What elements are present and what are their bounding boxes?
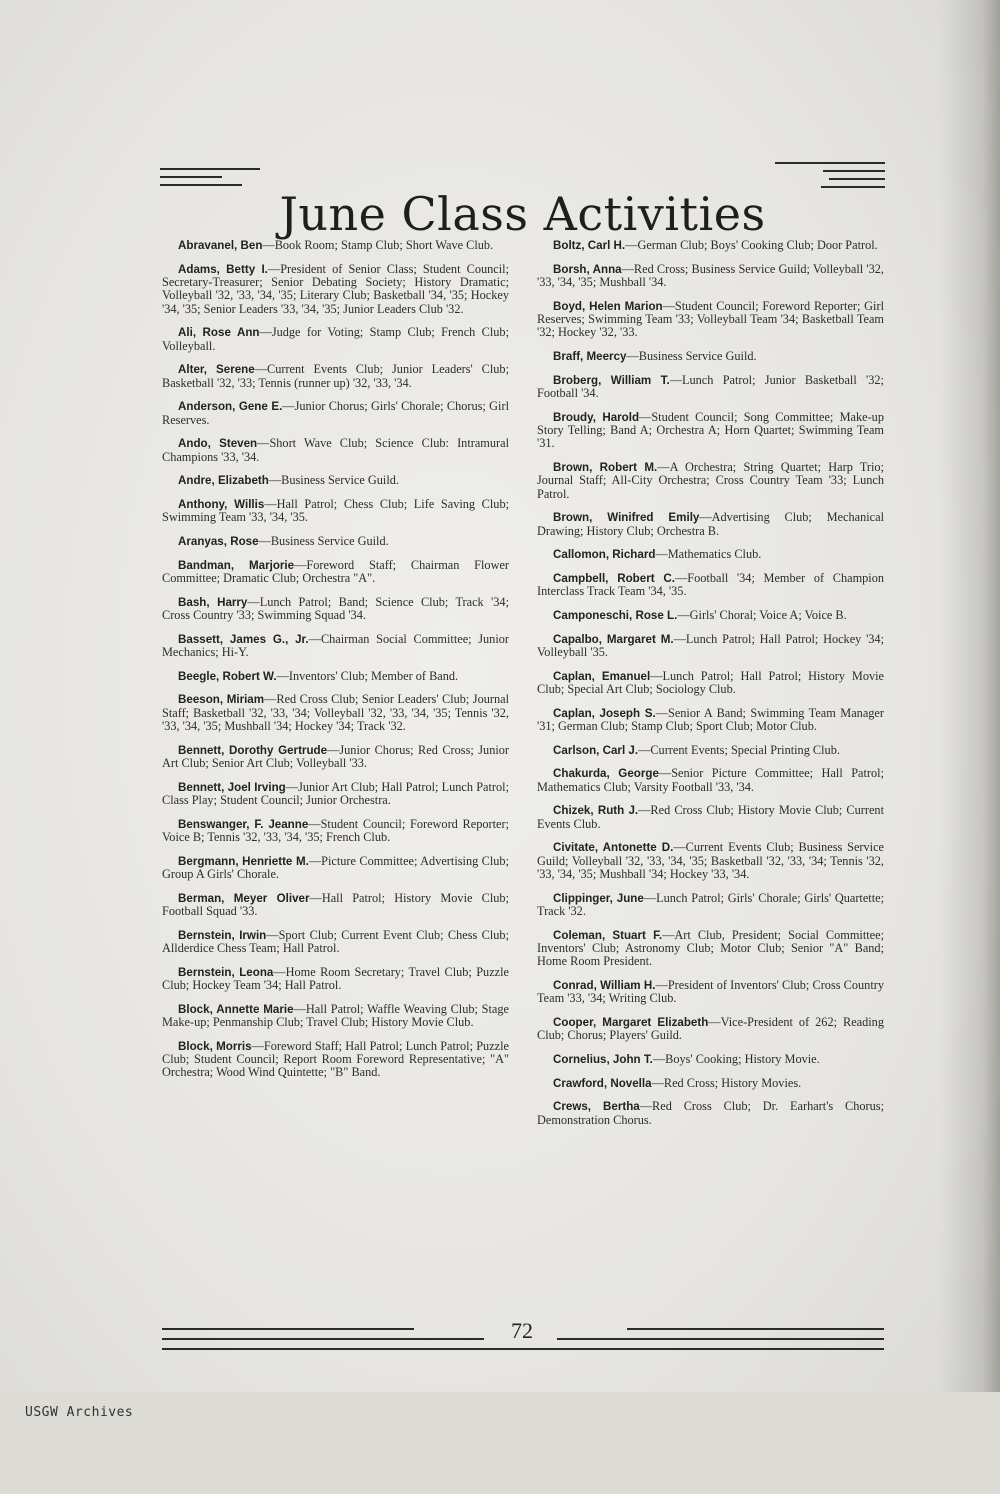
- student-entry: [162, 693, 509, 733]
- scan-margin: [0, 1392, 1000, 1494]
- student-entry: [537, 1016, 884, 1043]
- student-activities: Inventors' Club; Member of Band.: [288, 668, 459, 683]
- student-name: Broberg, William T.: [553, 373, 670, 387]
- student-entry: [537, 744, 884, 757]
- student-activities: Junior Chorus; Girls' Chorale; Chorus; Girl Reserves.: [162, 399, 509, 427]
- student-name: Caplan, Emanuel: [553, 669, 651, 683]
- student-name: Anthony, Willis: [178, 498, 265, 511]
- student-name: Broudy, Harold: [553, 410, 640, 424]
- student-entry: [537, 633, 884, 660]
- page-number: 72: [511, 1318, 533, 1343]
- student-activities: Lunch Patrol; Junior Basketball '32; Football '34.: [537, 372, 884, 400]
- student-activities: Girls' Choral; Voice A; Voice B.: [689, 608, 847, 622]
- entry-dash: —: [674, 571, 688, 585]
- student-activities: Business Service Guild.: [270, 534, 389, 548]
- entry-dash: —: [262, 238, 275, 252]
- footer-rule-right-1: [627, 1328, 884, 1330]
- title-rule-right-3: [829, 178, 885, 180]
- student-name: Benswanger, F. Jeanne: [178, 817, 309, 831]
- footer-rule-left-2: [162, 1338, 484, 1340]
- entry-dash: —: [650, 668, 663, 683]
- student-activities: Red Cross; History Movies.: [663, 1075, 802, 1090]
- footer-rule-right-2: [557, 1338, 884, 1340]
- entry-dash: —: [247, 594, 260, 609]
- student-name: Aranyas, Rose: [178, 535, 259, 548]
- student-entry: [162, 966, 509, 993]
- entry-dash: —: [655, 705, 668, 720]
- student-entry: [162, 892, 509, 919]
- student-entry: [537, 609, 884, 622]
- student-activities: Book Room; Stamp Club; Short Wave Club.: [274, 238, 494, 252]
- activities-columns: [162, 239, 884, 1299]
- entry-dash: —: [294, 557, 307, 572]
- student-entry: [162, 781, 509, 808]
- entry-dash: —: [669, 372, 682, 387]
- student-name: Block, Morris: [178, 1039, 252, 1053]
- student-entry: [537, 374, 884, 401]
- student-entry: [162, 400, 509, 427]
- student-name: Conrad, William H.: [553, 979, 656, 992]
- student-name: Beegle, Robert W.: [178, 669, 277, 683]
- student-name: Anderson, Gene E.: [178, 400, 283, 414]
- student-entry: [162, 855, 509, 882]
- page-header: [160, 150, 885, 241]
- student-name: Caplan, Joseph S.: [553, 706, 656, 720]
- student-activities: Mathematics Club.: [667, 547, 762, 562]
- student-activities: Hall Patrol; Waffle Weaving Club; Stage Make-up; Penmanship Club; Travel Club; History Movie Club.: [162, 1001, 509, 1029]
- entry-dash: —: [673, 631, 686, 646]
- student-entry: [537, 572, 884, 599]
- title-rule-left-1: [160, 168, 260, 170]
- student-entry: [537, 892, 884, 919]
- student-name: Brown, Winifred Emily: [553, 511, 700, 525]
- entry-dash: —: [308, 631, 321, 646]
- student-name: Andre, Elizabeth: [178, 474, 269, 488]
- entry-dash: —: [327, 742, 340, 757]
- student-entry: [162, 363, 509, 390]
- student-name: Civitate, Antonette D.: [553, 841, 674, 855]
- entry-dash: —: [308, 853, 322, 868]
- entry-dash: —: [621, 261, 634, 276]
- student-entry: [162, 498, 509, 525]
- student-entry: [537, 350, 884, 363]
- entry-dash: —: [258, 534, 271, 548]
- entry-dash: —: [677, 608, 690, 622]
- student-activities: Red Cross Club; Senior Leaders' Club; Journal Staff; Basketball '32, '33, '34; Volleyball '32, '33, '34, '35; Tennis '32, '33, '34, '35; Mushball '34; Hockey '34; Track '32.: [162, 692, 509, 733]
- title-rule-right-4: [821, 186, 885, 188]
- student-name: Callomon, Richard: [553, 548, 656, 562]
- student-name: Campbell, Robert C.: [553, 572, 675, 585]
- student-entry: [537, 979, 884, 1006]
- entry-dash: —: [626, 349, 639, 363]
- entry-dash: —: [643, 890, 657, 905]
- student-activities: Current Events Club; Junior Leaders' Club; Basketball '32, '33; Tennis (runner up) '32, '33, '34.: [162, 362, 509, 390]
- student-name: Bash, Harry: [178, 595, 248, 609]
- student-entry: [162, 596, 509, 623]
- student-activities: Chairman Social Committee; Junior Mechanics; Hi-Y.: [162, 631, 509, 659]
- student-name: Boltz, Carl H.: [553, 239, 626, 252]
- student-activities: Business Service Guild.: [638, 349, 757, 363]
- student-name: Crews, Bertha: [553, 1100, 640, 1114]
- student-activities: Foreword Staff; Hall Patrol; Lunch Patrol; Puzzle Club; Student Council; Report Room Foreword Representative; "A" Orchestra; Wood Wind Quintette; "B" Band.: [162, 1038, 509, 1080]
- student-entry: [537, 707, 884, 734]
- student-activities: A Orchestra; String Quartet; Harp Trio; Journal Staff; All-City Orchestra; Cross Country Team '33; Lunch Patrol.: [537, 460, 884, 501]
- student-name: Ali, Rose Ann: [178, 326, 260, 340]
- student-activities: President of Senior Class; Student Council; Secretary-Treasurer; Senior Debating Society; History Dramatic; Volleyball '32, '33, '34, '35; Literary Club; Basketball '34, '35; Hockey '34, '35; Senior Leaders '33, '34, '35; Junior Leaders Club '32.: [162, 261, 509, 316]
- right-column: [537, 239, 884, 1137]
- entry-dash: —: [254, 362, 267, 377]
- student-entry: [162, 239, 509, 252]
- student-activities: Red Cross Club; History Movie Club; Current Events Club.: [537, 803, 884, 831]
- student-activities: Lunch Patrol; Hall Patrol; History Movie Club; Special Art Club; Sociology Club.: [537, 668, 884, 696]
- title-rule-right-1: [775, 162, 885, 164]
- entry-dash: —: [638, 803, 651, 818]
- student-name: Camponeschi, Rose L.: [553, 609, 678, 622]
- student-entry: [162, 437, 509, 464]
- student-activities: Red Cross Club; Dr. Earhart's Chorus; Demonstration Chorus.: [537, 1099, 884, 1127]
- student-activities: Football '34; Member of Champion Interclass Track Team '34, '35.: [537, 571, 884, 599]
- student-entry: [162, 535, 509, 548]
- student-name: Boyd, Helen Marion: [553, 299, 663, 313]
- student-name: Coleman, Stuart F.: [553, 928, 663, 942]
- student-name: Borsh, Anna: [553, 262, 622, 276]
- student-activities: Junior Art Club; Hall Patrol; Lunch Patrol; Class Play; Student Council; Junior Orchestra.: [162, 779, 509, 807]
- student-entry: [537, 548, 884, 561]
- entry-dash: —: [652, 1052, 666, 1066]
- student-entry: [537, 767, 884, 794]
- student-name: Abravanel, Ben: [178, 239, 263, 252]
- entry-dash: —: [268, 473, 282, 488]
- student-entry: [162, 1040, 509, 1080]
- student-name: Bennett, Dorothy Gertrude: [178, 743, 328, 757]
- student-entry: [537, 411, 884, 451]
- student-activities: Home Room Secretary; Travel Club; Puzzle Club; Hockey Team '34; Hall Patrol.: [162, 964, 509, 992]
- student-activities: Current Events Club; Business Service Guild; Volleyball '32, '33, '34, '35; Basketball '32, '33, '34; Tennis '32, '33, '34, '35; Mushball '34; Hockey '33, '34.: [537, 840, 885, 881]
- student-activities: Junior Chorus; Red Cross; Junior Art Club; Senior Art Club; Volleyball '33.: [162, 742, 510, 770]
- entry-dash: —: [251, 1038, 264, 1053]
- student-activities: Judge for Voting; Stamp Club; French Club; Volleyball.: [162, 325, 510, 353]
- title-rule-left-2: [160, 176, 222, 178]
- student-activities: Senior A Band; Swimming Team Manager '31; German Club; Stamp Club; Sport Club; Motor Club.: [537, 705, 884, 733]
- entry-dash: —: [308, 816, 321, 831]
- entry-dash: —: [309, 890, 322, 905]
- student-name: Bandman, Marjorie: [178, 558, 295, 572]
- student-entry: [162, 1003, 509, 1030]
- student-name: Bennett, Joel Irving: [178, 780, 286, 794]
- entry-dash: —: [257, 436, 270, 451]
- student-entry: [162, 670, 509, 683]
- entry-dash: —: [273, 964, 286, 979]
- entry-dash: —: [708, 1015, 721, 1029]
- student-name: Alter, Serene: [178, 363, 255, 377]
- student-entry: [162, 326, 509, 353]
- student-activities: Vice-President of 262; Reading Club; Chorus; Players' Guild.: [537, 1015, 884, 1043]
- archive-watermark: USGW Archives: [25, 1405, 134, 1420]
- student-activities: Student Council; Foreword Reporter; Voice B; Tennis '32, '33, '34, '35; French Club.: [162, 816, 509, 844]
- student-entry: [537, 670, 884, 697]
- entry-dash: —: [267, 261, 281, 276]
- student-name: Carlson, Carl J.: [553, 743, 639, 757]
- student-activities: Foreword Staff; Chairman Flower Committee; Dramatic Club; Orchestra "A".: [162, 557, 509, 585]
- student-activities: Hall Patrol; Chess Club; Life Saving Club; Swimming Team '33, '34, '35.: [162, 497, 510, 525]
- title-rule-left-3: [160, 184, 242, 186]
- entry-dash: —: [264, 692, 277, 707]
- student-activities: Boys' Cooking; History Movie.: [665, 1052, 820, 1066]
- student-activities: Picture Committee; Advertising Club; Group A Girls' Chorale.: [162, 853, 509, 881]
- student-name: Cooper, Margaret Elizabeth: [553, 1016, 709, 1029]
- student-activities: Student Council; Song Committee; Make-up Story Telling; Band A; Orchestra A; Horn Quartet; Swimming Team '31.: [537, 409, 884, 451]
- student-entry: [162, 559, 509, 586]
- entry-dash: —: [639, 1099, 653, 1114]
- student-name: Bassett, James G., Jr.: [178, 632, 309, 646]
- student-entry: [162, 633, 509, 660]
- student-entry: [162, 929, 509, 956]
- footer-rule-left-1: [162, 1328, 414, 1330]
- student-name: Beeson, Miriam: [178, 693, 265, 707]
- student-activities: Short Wave Club; Science Club: Intramural Champions '33, '34.: [162, 436, 509, 464]
- entry-dash: —: [673, 840, 686, 855]
- entry-dash: —: [699, 510, 712, 525]
- student-name: Ando, Steven: [178, 437, 258, 451]
- student-entry: [162, 744, 509, 771]
- student-entry: [537, 511, 884, 538]
- student-entry: [537, 300, 884, 340]
- student-name: Brown, Robert M.: [553, 461, 658, 474]
- page-footer: [162, 1318, 884, 1358]
- entry-dash: —: [639, 409, 652, 424]
- title-rule-right-2: [823, 170, 885, 172]
- student-name: Berman, Meyer Oliver: [178, 891, 310, 905]
- entry-dash: —: [655, 978, 668, 992]
- entry-dash: —: [658, 766, 672, 781]
- student-activities: Current Events; Special Printing Club.: [650, 742, 840, 757]
- student-activities: Art Club, President; Social Committee; Inventors' Club; Astronomy Club; Motor Club; Senior "A" Band; Home Room President.: [537, 927, 884, 969]
- student-activities: Hall Patrol; History Movie Club; Football Squad '33.: [162, 890, 509, 918]
- entry-dash: —: [638, 742, 651, 757]
- page-title: June Class Activities: [279, 186, 766, 241]
- student-name: Chizek, Ruth J.: [553, 804, 639, 818]
- student-activities: Lunch Patrol; Hall Patrol; Hockey '34; Volleyball '35.: [537, 631, 884, 659]
- student-activities: Red Cross; Business Service Guild; Volleyball '32, '33, '34, '35; Mushball '34.: [537, 261, 884, 289]
- student-entry: [537, 1100, 884, 1127]
- student-activities: Lunch Patrol; Girls' Chorale; Girls' Quartette; Track '32.: [537, 890, 885, 918]
- student-name: Bernstein, Leona: [178, 965, 274, 979]
- student-entry: [537, 239, 884, 252]
- student-entry: [537, 461, 884, 501]
- student-name: Crawford, Novella: [553, 1076, 652, 1090]
- entry-dash: —: [264, 497, 277, 511]
- entry-dash: —: [662, 298, 675, 313]
- student-entry: [162, 818, 509, 845]
- left-column: [162, 239, 509, 1090]
- entry-dash: —: [625, 238, 638, 252]
- student-entry: [537, 929, 884, 969]
- student-entry: [537, 1077, 884, 1090]
- student-activities: Business Service Guild.: [281, 473, 399, 488]
- student-name: Bernstein, Irwin: [178, 928, 267, 942]
- student-entry: [537, 841, 884, 881]
- footer-rule-left-3: [162, 1348, 884, 1350]
- student-entry: [537, 1053, 884, 1066]
- entry-dash: —: [662, 927, 675, 942]
- student-activities: Student Council; Foreword Reporter; Girl Reserves; Swimming Team '33; Volleyball Team '34; Basketball Team '32; Hockey '32, '33.: [537, 298, 884, 340]
- entry-dash: —: [655, 547, 668, 562]
- entry-dash: —: [285, 779, 299, 794]
- student-entry: [537, 263, 884, 290]
- entry-dash: —: [282, 399, 295, 414]
- student-name: Adams, Betty I.: [178, 262, 268, 276]
- student-name: Capalbo, Margaret M.: [553, 632, 674, 646]
- student-activities: President of Inventors' Club; Cross Country Team '33, '34; Writing Club.: [537, 978, 884, 1006]
- entry-dash: —: [266, 927, 279, 942]
- student-activities: Sport Club; Current Event Club; Chess Club; Allderdice Chess Team; Hall Patrol.: [162, 927, 509, 955]
- student-name: Cornelius, John T.: [553, 1053, 653, 1066]
- student-name: Clippinger, June: [553, 891, 644, 905]
- student-activities: Advertising Club; Mechanical Drawing; History Club; Orchestra B.: [537, 510, 884, 538]
- student-name: Braff, Meercy: [553, 350, 627, 363]
- student-entry: [162, 474, 509, 487]
- entry-dash: —: [651, 1075, 664, 1090]
- entry-dash: —: [293, 1001, 306, 1016]
- student-entry: [537, 804, 884, 831]
- page-edge-shadow: [940, 0, 1000, 1494]
- entry-dash: —: [259, 325, 272, 340]
- student-name: Block, Annette Marie: [178, 1002, 294, 1016]
- entry-dash: —: [276, 668, 289, 683]
- student-activities: German Club; Boys' Cooking Club; Door Patrol.: [637, 238, 878, 252]
- entry-dash: —: [657, 460, 670, 474]
- student-activities: Lunch Patrol; Band; Science Club; Track '34; Cross Country '33; Swimming Squad '34.: [162, 594, 509, 622]
- student-name: Chakurda, George: [553, 767, 659, 781]
- student-entry: [162, 263, 509, 317]
- student-activities: Senior Picture Committee; Hall Patrol; Mathematics Club; Varsity Football '33, '34.: [537, 766, 884, 794]
- student-name: Bergmann, Henriette M.: [178, 854, 309, 868]
